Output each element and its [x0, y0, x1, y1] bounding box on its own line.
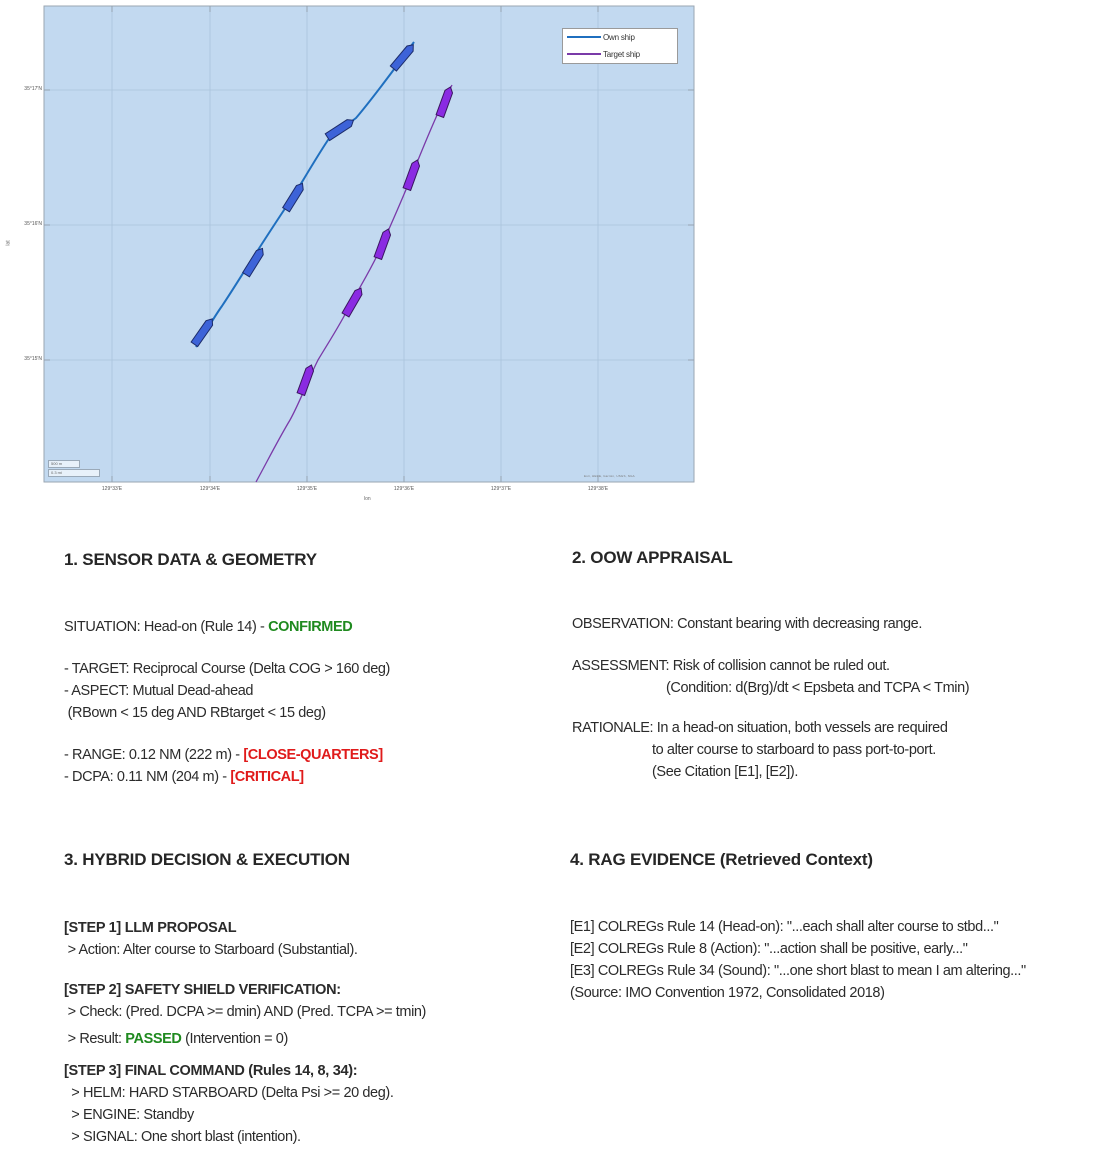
step-3-signal: > SIGNAL: One short blast (intention).: [64, 1129, 301, 1145]
evidence-source: (Source: IMO Convention 1972, Consolidated 2018): [570, 985, 885, 1001]
step-1-action: > Action: Alter course to Starboard (Substantial).: [64, 942, 358, 958]
evidence-item-e3: [E3] COLREGs Rule 34 (Sound): "...one short blast to mean I am altering...": [570, 963, 1026, 979]
x-axis-title: lon: [364, 496, 371, 502]
x-tick-label: 129°36'E: [393, 486, 415, 492]
own-ship-line-icon: [567, 36, 601, 38]
dcpa-label: - DCPA: 0.11 NM (204 m) -: [64, 769, 231, 785]
observation-line: OBSERVATION: Constant bearing with decreasing range.: [572, 616, 922, 632]
rationale-line: RATIONALE: In a head-on situation, both vessels are required: [572, 720, 948, 736]
step-2-result: [64, 1028, 426, 1050]
step-2-title: [STEP 2] SAFETY SHIELD VERIFICATION:: [64, 982, 341, 998]
section-1-heading: 1. SENSOR DATA & GEOMETRY: [64, 550, 317, 569]
trajectory-map: [0, 0, 720, 510]
y-tick-label: 35°17'N: [24, 86, 42, 92]
section-4-body: [570, 916, 1026, 1004]
range-line: [64, 744, 390, 766]
legend-item-own-ship: [567, 31, 635, 43]
result-note: (Intervention = 0): [181, 1031, 288, 1047]
rationale-citation-line: (See Citation [E1], [E2]).: [652, 764, 798, 780]
aspect-condition-line: (RBown < 15 deg AND RBtarget < 15 deg): [64, 705, 326, 721]
scale-bar-nautical: 0.3 mi: [48, 469, 100, 477]
y-tick-label: 35°16'N: [24, 221, 42, 227]
step-3-title: [STEP 3] FINAL COMMAND (Rules 14, 8, 34):: [64, 1063, 358, 1079]
x-tick-label: 129°38'E: [587, 486, 609, 492]
section-1-body: [64, 616, 390, 788]
scale-bar-metric: 500 m: [48, 460, 80, 468]
step-3-engine: > ENGINE: Standby: [64, 1107, 194, 1123]
legend-label: Target ship: [603, 49, 640, 59]
step-2-check: > Check: (Pred. DCPA >= dmin) AND (Pred. TCPA >= tmin): [64, 1004, 426, 1020]
assessment-line: ASSESSMENT: Risk of collision cannot be ruled out.: [572, 658, 890, 674]
section-3-body: [64, 917, 426, 1148]
assessment-condition-line: (Condition: d(Brg)/dt < Epsbeta and TCPA < Tmin): [666, 680, 970, 696]
x-tick-label: 129°35'E: [296, 486, 318, 492]
dcpa-line: [64, 766, 390, 788]
plot-area: [44, 6, 694, 482]
step-1-title: [STEP 1] LLM PROPOSAL: [64, 920, 237, 936]
map-attribution: Esri, HERE, Garmin, USGS, NGA: [584, 474, 635, 478]
situation-line: [64, 616, 390, 638]
x-tick-label: 129°34'E: [199, 486, 221, 492]
result-label: > Result:: [64, 1031, 126, 1047]
map-plot: [0, 0, 720, 510]
x-tick-label: 129°37'E: [490, 486, 512, 492]
situation-status-badge: CONFIRMED: [268, 619, 353, 635]
aspect-line: - ASPECT: Mutual Dead-ahead: [64, 683, 254, 699]
dcpa-status-badge: [CRITICAL]: [230, 769, 304, 785]
rationale-line-2: to alter course to starboard to pass port-to-port.: [652, 742, 936, 758]
evidence-item-e2: [E2] COLREGs Rule 8 (Action): "...action shall be positive, early...": [570, 941, 968, 957]
section-2-heading: 2. OOW APPRAISAL: [572, 548, 733, 567]
section-4-heading: 4. RAG EVIDENCE (Retrieved Context): [570, 850, 873, 869]
target-line: - TARGET: Reciprocal Course (Delta COG > 160 deg): [64, 661, 390, 677]
section-3-heading: 3. HYBRID DECISION & EXECUTION: [64, 850, 350, 869]
situation-label: SITUATION: Head-on (Rule 14) -: [64, 619, 269, 635]
y-tick-label: 35°15'N: [24, 356, 42, 362]
legend-item-target-ship: [567, 48, 640, 60]
map-legend: [562, 28, 678, 64]
range-label: - RANGE: 0.12 NM (222 m) -: [64, 747, 244, 763]
target-ship-line-icon: [567, 53, 601, 55]
legend-label: Own ship: [603, 32, 635, 42]
range-status-badge: [CLOSE-QUARTERS]: [243, 747, 383, 763]
evidence-item-e1: [E1] COLREGs Rule 14 (Head-on): "...each shall alter course to stbd...": [570, 919, 999, 935]
result-status-badge: PASSED: [125, 1031, 182, 1047]
y-axis-title: lat: [5, 240, 12, 246]
x-tick-label: 129°33'E: [101, 486, 123, 492]
section-2-body: [572, 613, 969, 783]
step-3-helm: > HELM: HARD STARBOARD (Delta Psi >= 20 deg).: [64, 1085, 394, 1101]
